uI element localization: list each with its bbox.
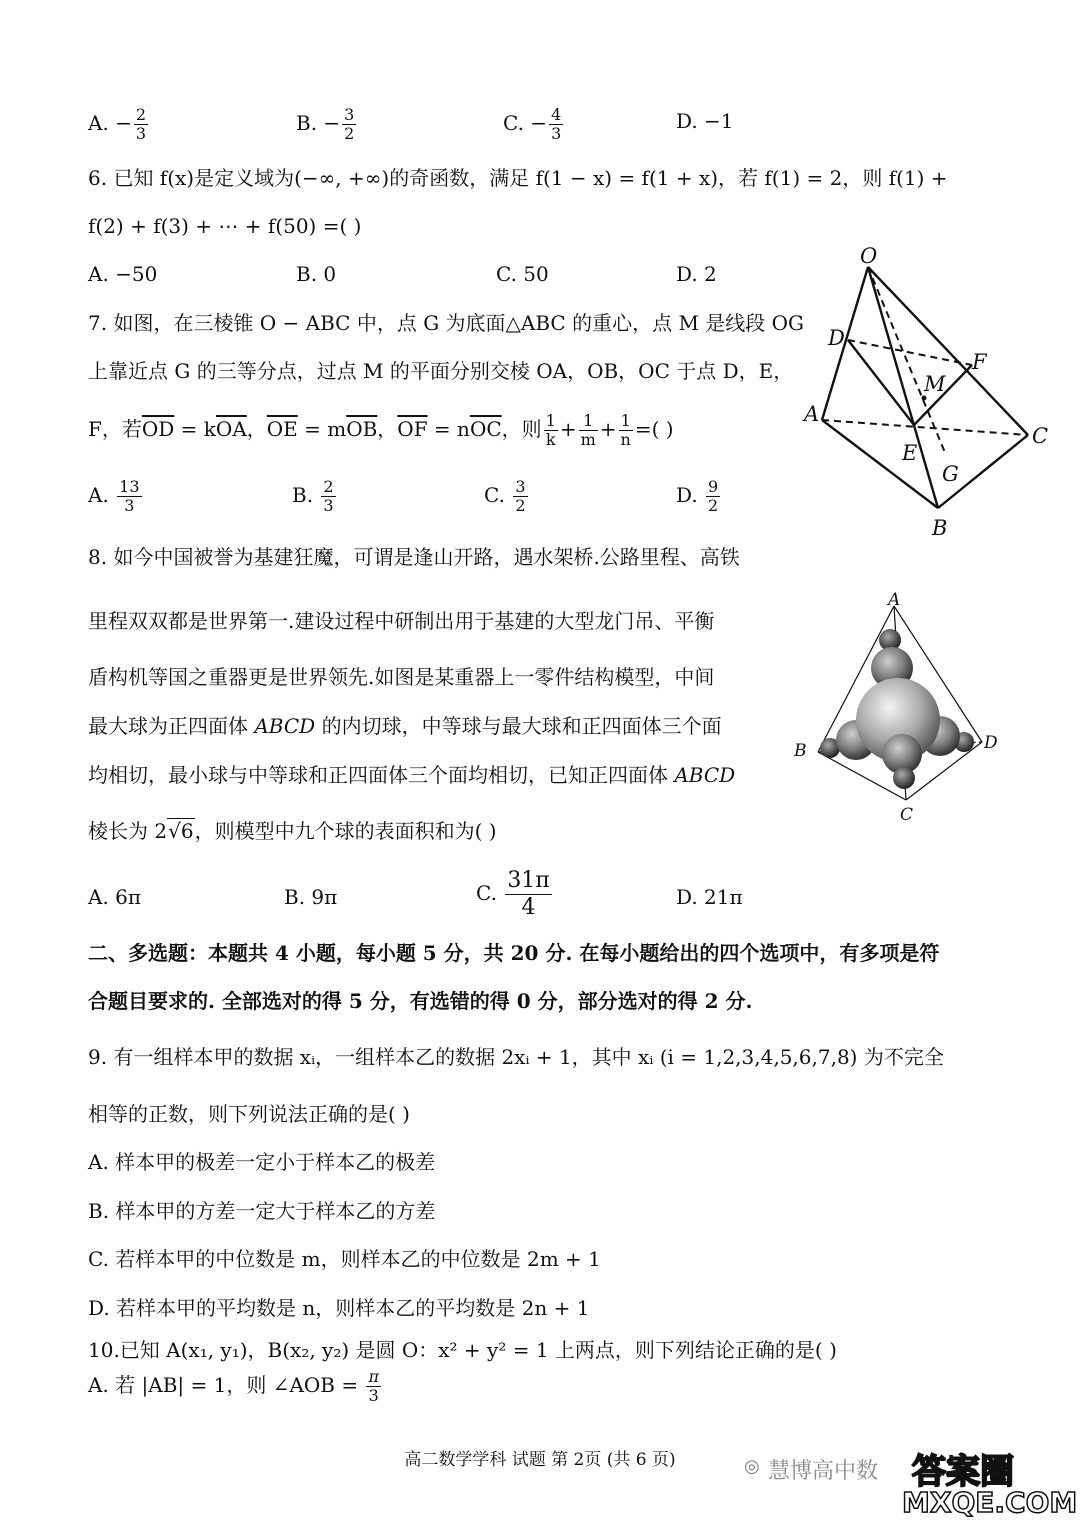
q9-option-c[interactable]: C. 若样本甲的中位数是 m，则样本乙的中位数是 2m + 1: [88, 1247, 601, 1271]
q8-stem-line6: 棱长为 2√6，则模型中九个球的表面积和为( ): [88, 819, 497, 843]
q9-option-d[interactable]: D. 若样本甲的平均数是 n，则样本乙的平均数是 2n + 1: [88, 1296, 590, 1320]
section2-instructions-line1: 二、多选题：本题共 4 小题，每小题 5 分，共 20 分. 在每小题给出的四个选项中，有多项是符: [88, 941, 940, 965]
vertex-label-a: A: [804, 402, 820, 426]
vertex-label-d: D: [828, 326, 845, 350]
q8-stem-line1: 8. 如今中国被誉为基建狂魔，可谓是逢山开路，遇水架桥.公路里程、高铁: [88, 545, 740, 569]
q6-option-d[interactable]: D. 2: [676, 262, 717, 286]
q9-stem-line1: 9. 有一组样本甲的数据 xᵢ，一组样本乙的数据 2xᵢ + 1，其中 xᵢ (i = 1,2,3,4,5,6,7,8) 为不完全: [88, 1045, 944, 1069]
q7-stem-line3: F，若$\overline{OD} = k\overline{OA}$，$\overline{OE} = m\overline{OB}$，$\overline{OF} = n\overline{OC}$，则 $\frac{1}{k}$ + $\frac{1}{m}$ + $\frac{1}{n}$ =( ): [88, 411, 674, 449]
q8-stem-line5: 均相切，最小球与中等球和正四面体三个面均相切，已知正四面体 ABCD: [88, 763, 736, 787]
q8-tetrahedron-spheres-figure: [790, 592, 1010, 832]
watermark-account: 慧博高中数: [768, 1459, 879, 1484]
q5-option-c[interactable]: C. − $\frac{4}{3}$: [503, 105, 562, 143]
q10-stem-line1: 10.已知 A(x₁, y₁)，B(x₂, y₂) 是圆 O：x² + y² = 1 上两点，则下列结论正确的是( ): [88, 1338, 837, 1362]
q6-option-b[interactable]: B. 0: [296, 262, 337, 286]
q7-stem-line1: 7. 如图，在三棱锥 O − ABC 中，点 G 为底面△ABC 的重心，点 M 是线段 OG: [88, 311, 805, 335]
q9-option-b[interactable]: B. 样本甲的方差一定大于样本乙的方差: [88, 1199, 436, 1223]
vertex-label-f: F: [972, 350, 987, 374]
q5-option-a[interactable]: A. − $\frac{2}{3}$: [88, 105, 147, 143]
tetra-label-b: B: [794, 741, 807, 761]
watermark-logo: 答案圈: [912, 1452, 1014, 1492]
tetra-label-a: A: [888, 592, 901, 610]
q9-option-a[interactable]: A. 样本甲的极差一定小于样本乙的极差: [88, 1150, 436, 1174]
q8-option-d[interactable]: D. 21π: [676, 885, 743, 909]
q10-option-a[interactable]: A. 若 |AB| = 1，则 ∠AOB = $\frac{\pi}{3}$: [88, 1367, 379, 1405]
vertex-label-e: E: [902, 441, 918, 465]
tetra-label-d: D: [984, 733, 998, 753]
q8-option-a[interactable]: A. 6π: [88, 885, 142, 909]
q8-option-b[interactable]: B. 9π: [284, 885, 338, 909]
q7-option-b[interactable]: B. $\frac{2}{3}$: [292, 477, 334, 515]
vertex-label-g: G: [942, 462, 959, 486]
q6-stem-line2: f(2) + f(3) + ⋯ + f(50) =( ): [88, 214, 362, 238]
vertex-label-m: M: [924, 372, 946, 396]
vertex-label-c: C: [1032, 424, 1049, 448]
q7-option-c[interactable]: C. $\frac{3}{2}$: [484, 477, 526, 515]
q8-stem-line3: 盾构机等国之重器更是世界领先.如图是某重器上一零件结构模型，中间: [88, 665, 715, 689]
vertex-label-b: B: [932, 516, 948, 540]
q6-option-a[interactable]: A. −50: [88, 262, 158, 286]
q7-stem-line2: 上靠近点 G 的三等分点，过点 M 的平面分别交棱 OA，OB，OC 于点 D，E，: [88, 359, 794, 383]
q8-stem-line4: 最大球为正四面体 ABCD 的内切球，中等球与最大球和正四面体三个面: [88, 714, 722, 738]
tetra-label-c: C: [900, 805, 914, 825]
q6-option-c[interactable]: C. 50: [496, 262, 549, 286]
q6-stem-line1: 6. 已知 f(x)是定义域为(−∞, +∞)的奇函数，满足 f(1 − x) = f(1 + x)，若 f(1) = 2，则 f(1) +: [88, 166, 948, 190]
q5-option-b[interactable]: B. − $\frac{3}{2}$: [296, 105, 355, 143]
q8-stem-line2: 里程双双都是世界第一.建设过程中研制出用于基建的大型龙门吊、平衡: [88, 609, 715, 633]
q5-option-d[interactable]: D. −1: [676, 109, 734, 133]
q9-stem-line2: 相等的正数，则下列说法正确的是( ): [88, 1102, 410, 1126]
q8-option-c[interactable]: C. $\frac{31\pi}{4}$: [476, 868, 550, 920]
vertex-label-o: O: [860, 245, 878, 268]
watermark-site: MXQE.COM: [902, 1486, 1078, 1519]
page-footer: 高二数学学科 试题 第 2页 (共 6 页): [404, 1450, 676, 1470]
section2-instructions-line2: 合题目要求的. 全部选对的得 5 分，有选错的得 0 分，部分选对的得 2 分.: [88, 989, 753, 1013]
wechat-icon: ◎: [744, 1456, 760, 1477]
q7-option-a[interactable]: A. $\frac{13}{3}$: [88, 477, 140, 515]
q7-pyramid-figure: [800, 245, 1060, 540]
q7-option-d[interactable]: D. $\frac{9}{2}$: [676, 477, 719, 515]
watermark: [742, 1440, 1078, 1520]
